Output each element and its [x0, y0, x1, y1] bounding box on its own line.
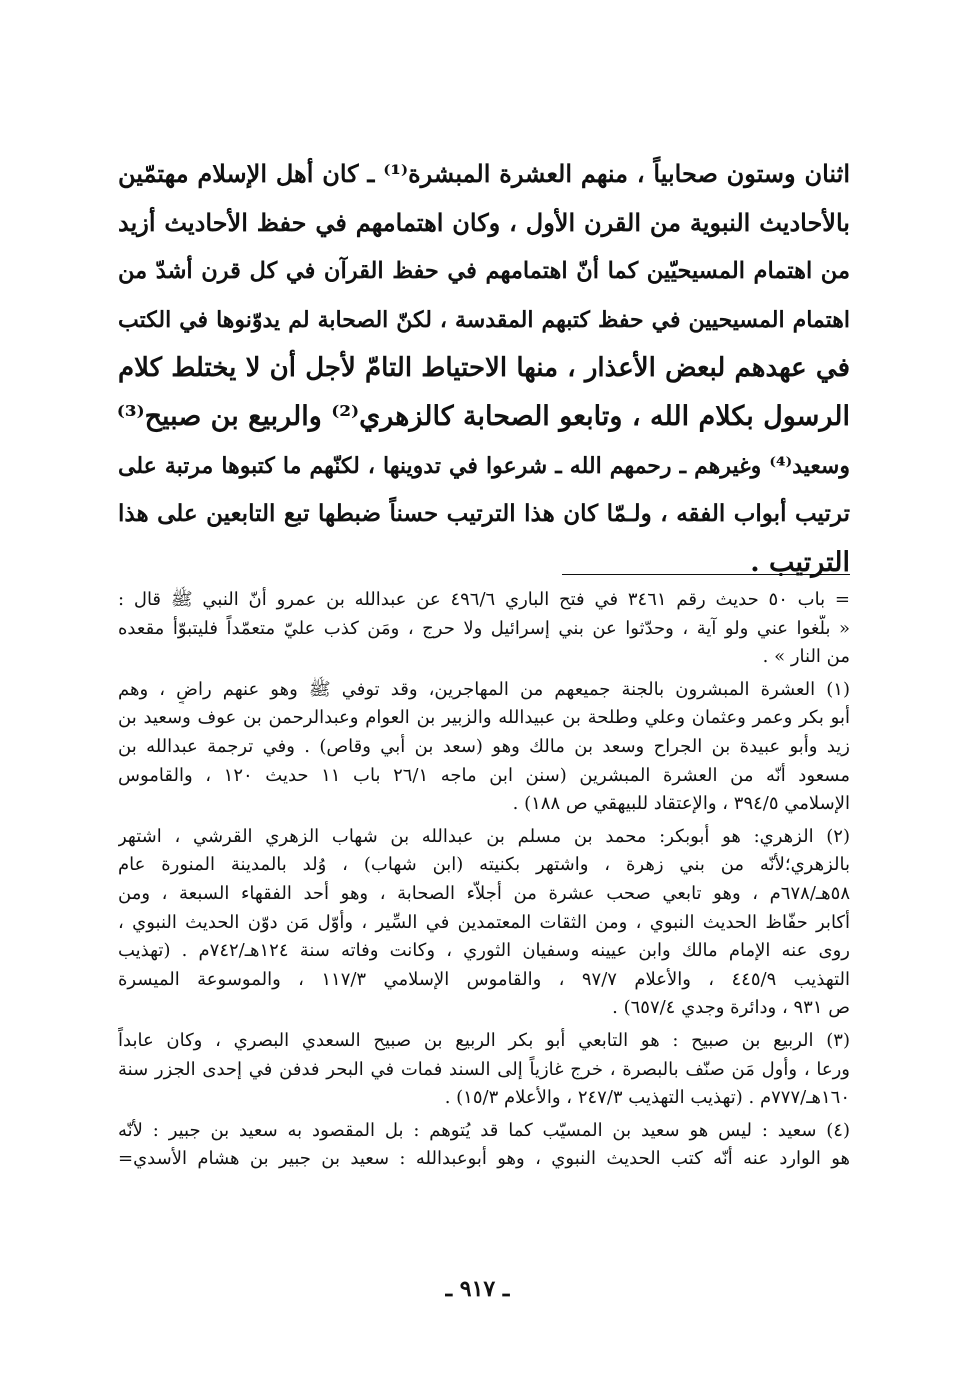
footnote-line: ٥٨هـ/٦٧٨م ، وهو تابعي صحب عشرة من أجلاّء الصحابة ، وهو أحد الفقهاء السبعة ، ومن	[118, 882, 850, 904]
main-text-line: في عهدهم لبعض الأعذار ، منها الاحتياط التامّ لأجل أن لا يختلط كلام	[118, 353, 850, 384]
footnote-4	[118, 1117, 850, 1174]
main-text-line: ترتيب أبواب الفقه ، ولـمّا كان هذا الترتيب حسناً ضبطها تبع التابعين على هذا	[118, 500, 850, 528]
footnote-line: ورعا ، وأول مَن صنّف بالبصرة ، خرج غازياً إلى السند فمات في البحر فدفن في إحدى الجزر سنة	[118, 1058, 850, 1080]
footnote-line: الإسلامي ٣٩٤/٥ ، والإعتقاد للبيهقي ص ١٨٨) .	[512, 793, 850, 815]
footnote-line: ١٦٠هـ/٧٧٧م . (تهذيب التهذيب ٢٤٧/٣ ، والأعلام ١٥/٣) .	[444, 1087, 850, 1109]
footnote-line: بالزهري؛لأنّه من بني زهرة ، واشتهر بكنيته (ابن شهاب) ، وُلد بالمدينة المنورة عام	[118, 854, 850, 876]
footnote-1	[118, 676, 850, 819]
footnote-line: مسعود أنّه من العشرة المبشرين (سنن ابن ماجه ٢٦/١ باب ١١ حديث ١٢٠ ، والقاموس	[118, 764, 850, 786]
footnote-line: من النار » .	[762, 646, 850, 668]
footnote-line: هو الوارد عنه أنّه كتب الحديث النبوي ، وهو أبوعبدالله : سعيد بن جبير بن هشام الأسدي=	[118, 1148, 850, 1170]
main-text-line: اثنان وستون صحابياً ، منهم العشرة المبشرة⁽¹⁾ ـ كان أهل الإسلام مهتمّين	[118, 159, 850, 188]
main-text	[118, 150, 850, 587]
page-number: ـ ٩١٧ ـ	[445, 1276, 510, 1302]
footnote-line: (٢) الزهري: هو أبوبكر: محمد بن مسلم بن عبدالله بن شهاب الزهري القرشي ، اشتهر	[118, 825, 850, 847]
footnote-3	[118, 1027, 850, 1113]
main-text-line: بالأحاديث النبوية من القرن الأول ، وكان اهتمامهم في حفظ الأحاديث أزيد	[118, 207, 850, 237]
footnote-line: روى عنه الإمام مالك وابن عيينه وسفيان الثوري ، وكانت وفاته سنة ١٢٤هـ/٧٤٢م . (تهذيب	[118, 940, 850, 962]
footnote-line: = باب ٥٠ حديث رقم ٣٤٦١ في فتح الباري ٤٩٦/٦ عن عبدالله بن عمرو أنّ النبي ﷺ قال :	[118, 589, 850, 610]
footnote-line: أكابر حفّاظ الحديث النبوي ، ومن الثقات المعتمدين في السِّير ، وأوّل مَن دوّن الحديث النبوي ،	[118, 911, 850, 933]
footnote-line: (١) العشرة المبشرون بالجنة جميعهم من المهاجرين، وقد توفي ﷺ وهو عنهم راضٍ ، وهم	[118, 678, 850, 700]
footnote-line: (٣) الربيع بن صبيح : هو التابعي أبو بكر الربيع بن صبيح السعدي البصري ، وكان عابداً	[118, 1029, 850, 1051]
footnote-line: (٤) سعيد : ليس هو سعيد بن المسيّب كما قد يُتوهم : بل المقصود به سعيد بن جبير : لأنّه	[118, 1119, 850, 1141]
footnote-continuation	[118, 586, 850, 672]
footnote-separator	[562, 574, 850, 575]
main-text-line: الرسول بكلام الله ، وتابعو الصحابة كالزهري⁽²⁾ والربيع بن صبيح⁽³⁾	[116, 400, 850, 432]
footnotes	[118, 586, 850, 1178]
main-text-line: وسعيد⁽⁴⁾ وغيرهم ـ رحمهم الله ـ شرعوا في تدوينها ، لكنّهم ما كتبوها مرتبة على	[118, 452, 850, 479]
main-text-line: اهتمام المسيحيين في حفظ كتبهم المقدسة ، لكنّ الصحابة لم يدوّنوها في الكتب	[118, 306, 850, 333]
footnote-line: « بلّغوا عني ولو آية ، وحدّثوا عن بني إسرائيل ولا حرج ، ومَن كذب عليّ متعمّداً فليتبوّأ مقعده	[118, 617, 850, 639]
main-text-line: الترتيب .	[750, 546, 850, 578]
footnote-line: زيد وأبو عبيدة بن الجراح وسعد بن مالك وهو (سعد بن أبي وقاص) . وفي ترجمة عبدالله بن	[118, 735, 850, 757]
footnote-line: أبو بكر وعمر وعثمان وعلي وطلحة بن عبيدالله والزبير بن العوام وعبدالرحمن بن عوف وسعيد بن	[118, 707, 850, 729]
main-text-line: من اهتمام المسيحيّين كما أنّ اهتمامهم في حفظ القرآن في كل قرن أشدّ من	[118, 258, 850, 285]
footnote-line: التهذيب ٤٤٥/٩ ، والأعلام ٩٧/٧ ، والقاموس الإسلامي ١١٧/٣ ، والموسوعة الميسرة	[118, 968, 850, 990]
footnote-2	[118, 823, 850, 1023]
footnote-line: ص ٩٣١ ، ودائرة وجدي ٦٥٧/٤) .	[612, 997, 850, 1019]
